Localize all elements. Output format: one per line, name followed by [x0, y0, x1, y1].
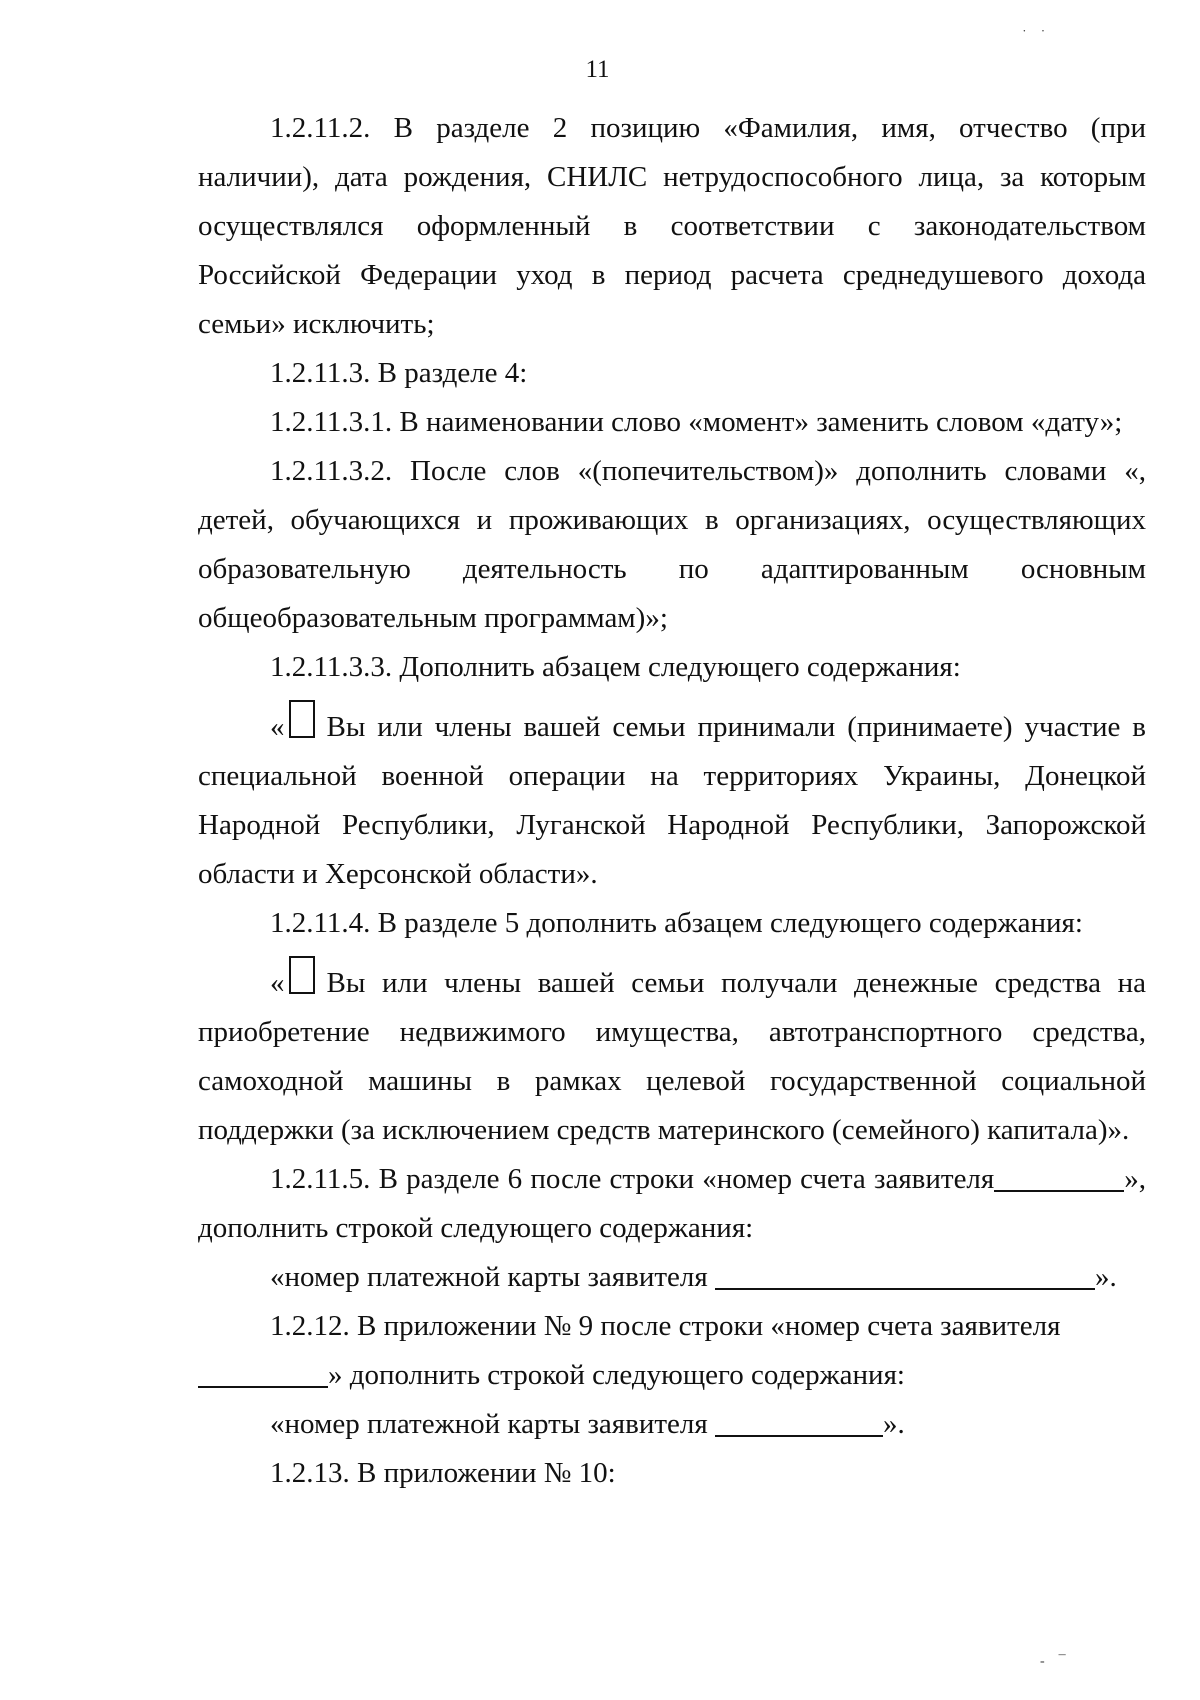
paragraph-1-2-11-3-2: 1.2.11.3.2. После слов «(попечительством)» дополнить словами «, детей, обучающихся и проживающих в организациях, осуществляющих образовательную деятельность по адаптированным основным общеобразовательным программам)»;	[198, 455, 1146, 634]
checkbox-icon	[289, 956, 315, 994]
quoted-paragraph-svo	[198, 698, 1146, 899]
paragraph-1-2-12-start: 1.2.12. В приложении № 9 после строки «номер счета заявителя	[270, 1310, 1061, 1342]
paragraph-1-2-12-end: » дополнить строкой следующего содержания:	[328, 1359, 905, 1391]
opening-quote: «	[270, 711, 285, 743]
card-number-line-1	[198, 1253, 1146, 1302]
document-body	[198, 104, 1146, 1498]
card-number-blank-1	[715, 1266, 1095, 1290]
paragraph-1-2-11-4: 1.2.11.4. В разделе 5 дополнить абзацем следующего содержания:	[270, 907, 1083, 939]
quoted-text-funds: Вы или члены вашей семьи получали денежные средства на приобретение недвижимого имущества, автотранспортного средства, самоходной машины в рамках целевой государственной социальной поддержки (за исключением средств материнского (семейного) капитала)».	[198, 967, 1146, 1146]
card-number-label-2: «номер платежной карты заявителя	[270, 1408, 708, 1440]
checkbox-icon	[289, 700, 315, 738]
card-number-close-1: ».	[1094, 1261, 1117, 1293]
paragraph-1-2-13: 1.2.13. В приложении № 10:	[270, 1457, 616, 1489]
scan-speck-mark: - ¯	[1040, 1654, 1066, 1669]
paragraph-1-2-11-3-3: 1.2.11.3.3. Дополнить абзацем следующего содержания:	[270, 651, 961, 683]
card-number-line-2	[198, 1400, 1146, 1449]
account-number-blank	[994, 1168, 1124, 1192]
paragraph-1-2-11-5	[198, 1155, 1146, 1253]
scan-speck-mark: ˙ ˙	[1022, 28, 1046, 43]
card-number-blank-2	[715, 1413, 883, 1437]
paragraph-1-2-11-3: 1.2.11.3. В разделе 4:	[270, 357, 528, 389]
paragraph-1-2-11-3-1: 1.2.11.3.1. В наименовании слово «момент» заменить словом «дату»;	[270, 406, 1123, 438]
paragraph-1-2-11-2: 1.2.11.2. В разделе 2 позицию «Фамилия, имя, отчество (при наличии), дата рождения, СНИЛС нетрудоспособного лица, за которым осуществлялся оформленный в соответствии с законодательством Российской Федерации уход в период расчета среднедушевого дохода семьи» исключить;	[198, 112, 1146, 340]
quoted-paragraph-funds	[198, 954, 1146, 1155]
opening-quote: «	[270, 967, 285, 999]
card-number-label-1: «номер платежной карты заявителя	[270, 1261, 708, 1293]
paragraph-1-2-11-5-end: », дополнить строкой следующего содержания:	[198, 1163, 1146, 1244]
paragraph-1-2-11-5-start: 1.2.11.5. В разделе 6 после строки «номер счета заявителя	[270, 1163, 995, 1195]
card-number-close-2: ».	[882, 1408, 905, 1440]
account-number-blank-2	[198, 1364, 328, 1388]
paragraph-1-2-12	[198, 1302, 1146, 1400]
quoted-text-svo: Вы или члены вашей семьи принимали (принимаете) участие в специальной военной операции на территориях Украины, Донецкой Народной Республики, Луганской Народной Республики, Запорожской области и Херсонской области».	[198, 711, 1146, 890]
page-number: 11	[585, 56, 610, 83]
